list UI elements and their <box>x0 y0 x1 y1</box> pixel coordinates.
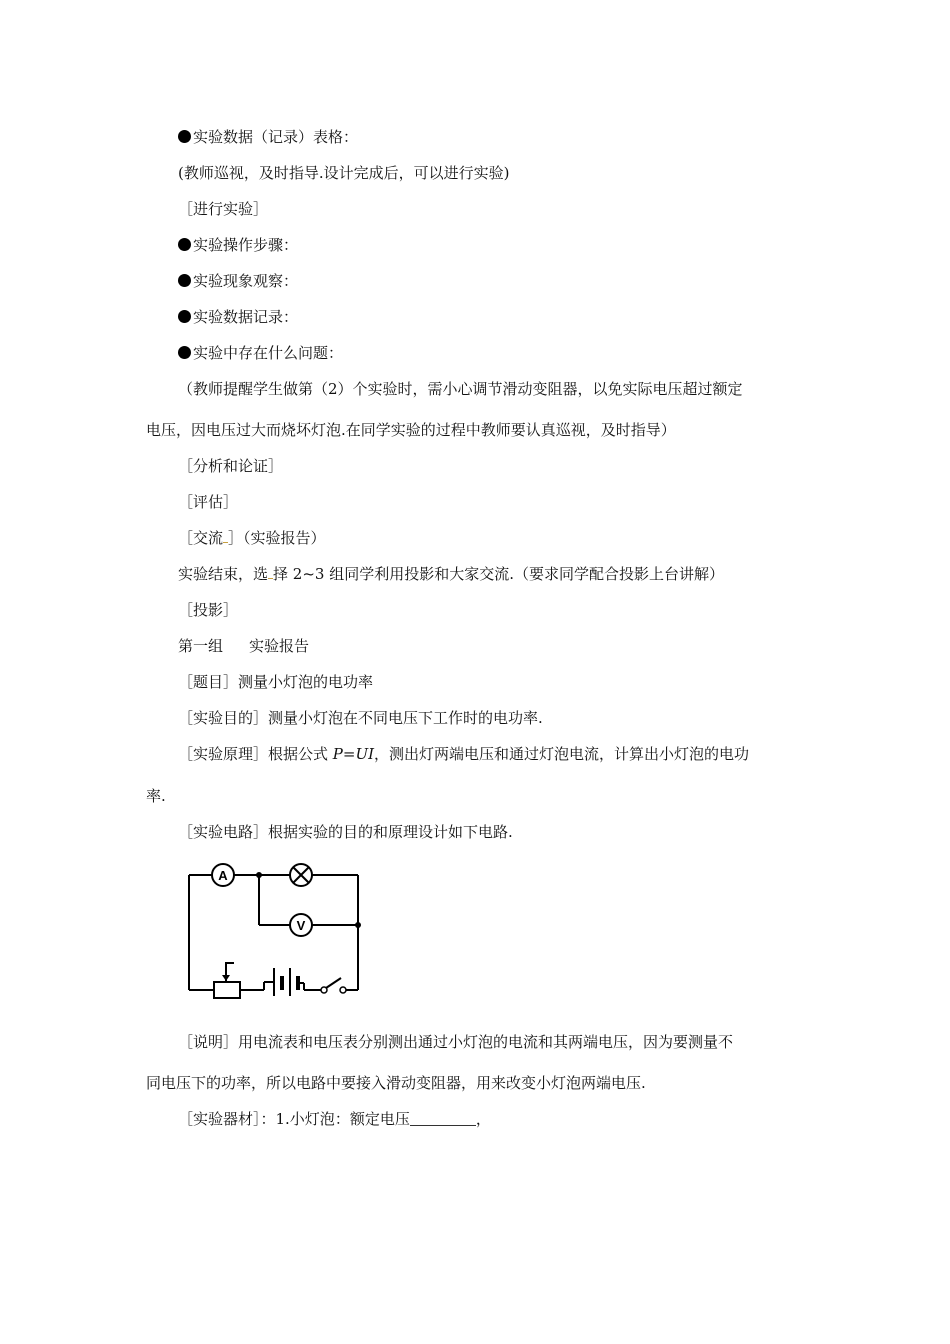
circuit-diagram <box>186 860 372 1000</box>
voltmeter-label: V <box>296 918 306 933</box>
report-principle-end: 率. <box>146 787 166 805</box>
bullet-icon <box>178 130 191 143</box>
formula: P=UI <box>332 745 375 763</box>
report-topic: ［题目］测量小灯泡的电功率 <box>178 673 374 691</box>
battery-icon <box>274 968 304 996</box>
bullet-icon <box>178 274 191 287</box>
fill-in-blank <box>410 1111 476 1126</box>
observation-heading: 实验现象观察： <box>178 271 298 291</box>
section-analysis: ［分析和论证］ <box>178 457 284 475</box>
bullet-icon <box>178 346 191 359</box>
switch-icon <box>321 987 346 993</box>
teacher-note: (教师巡视，及时指导.设计完成后，可以进行实验) <box>178 164 510 182</box>
reminder-line-1: （教师提醒学生做第（2）个实验时，需小心调节滑动变阻器，以免实际电压超过额定 <box>178 380 743 398</box>
rheostat-icon <box>214 963 240 998</box>
junction-dot <box>355 922 361 928</box>
ammeter-label: A <box>218 868 228 883</box>
report-purpose: ［实验目的］测量小灯泡在不同电压下工作时的电功率. <box>178 709 543 727</box>
bullet-icon <box>178 310 191 323</box>
voltmeter-icon <box>290 914 312 936</box>
explain-line-1: ［说明］用电流表和电压表分别测出通过小灯泡的电流和其两端电压，因为要测量不 <box>178 1033 734 1051</box>
section-exchange: ［交流 ］（实验报告） <box>178 529 326 547</box>
report-circuit: ［实验电路］根据实验的目的和原理设计如下电路. <box>178 823 513 841</box>
section-projection: ［投影］ <box>178 601 239 619</box>
section-evaluate: ［评估］ <box>178 493 239 511</box>
report-principle: ［实验原理］根据公式 P=UI，测出灯两端电压和通过灯泡电流，计算出小灯泡的电功 <box>178 745 750 763</box>
data-table-heading: 实验数据（记录）表格： <box>178 127 358 147</box>
explain-line-2: 同电压下的功率，所以电路中要接入滑动变阻器，用来改变小灯泡两端电压. <box>146 1074 646 1092</box>
junction-dot <box>256 872 262 878</box>
group-title: 第一组 实验报告 <box>178 637 310 655</box>
ammeter-icon <box>212 864 234 886</box>
bullet-icon <box>178 238 191 251</box>
steps-heading: 实验操作步骤： <box>178 235 298 255</box>
equipment-line: ［实验器材］：1.小灯泡：额定电压 ， <box>178 1110 491 1128</box>
section-conduct: ［进行实验］ <box>178 200 269 218</box>
problems-heading: 实验中存在什么问题： <box>178 343 343 363</box>
after-experiment: 实验结束，选 择 2~3 组同学利用投影和大家交流.（要求同学配合投影上台讲解） <box>178 565 724 583</box>
lamp-icon <box>290 864 312 886</box>
data-record-heading: 实验数据记录： <box>178 307 298 327</box>
reminder-line-2: 电压，因电压过大而烧坏灯泡.在同学实验的过程中教师要认真巡视，及时指导） <box>146 421 676 439</box>
